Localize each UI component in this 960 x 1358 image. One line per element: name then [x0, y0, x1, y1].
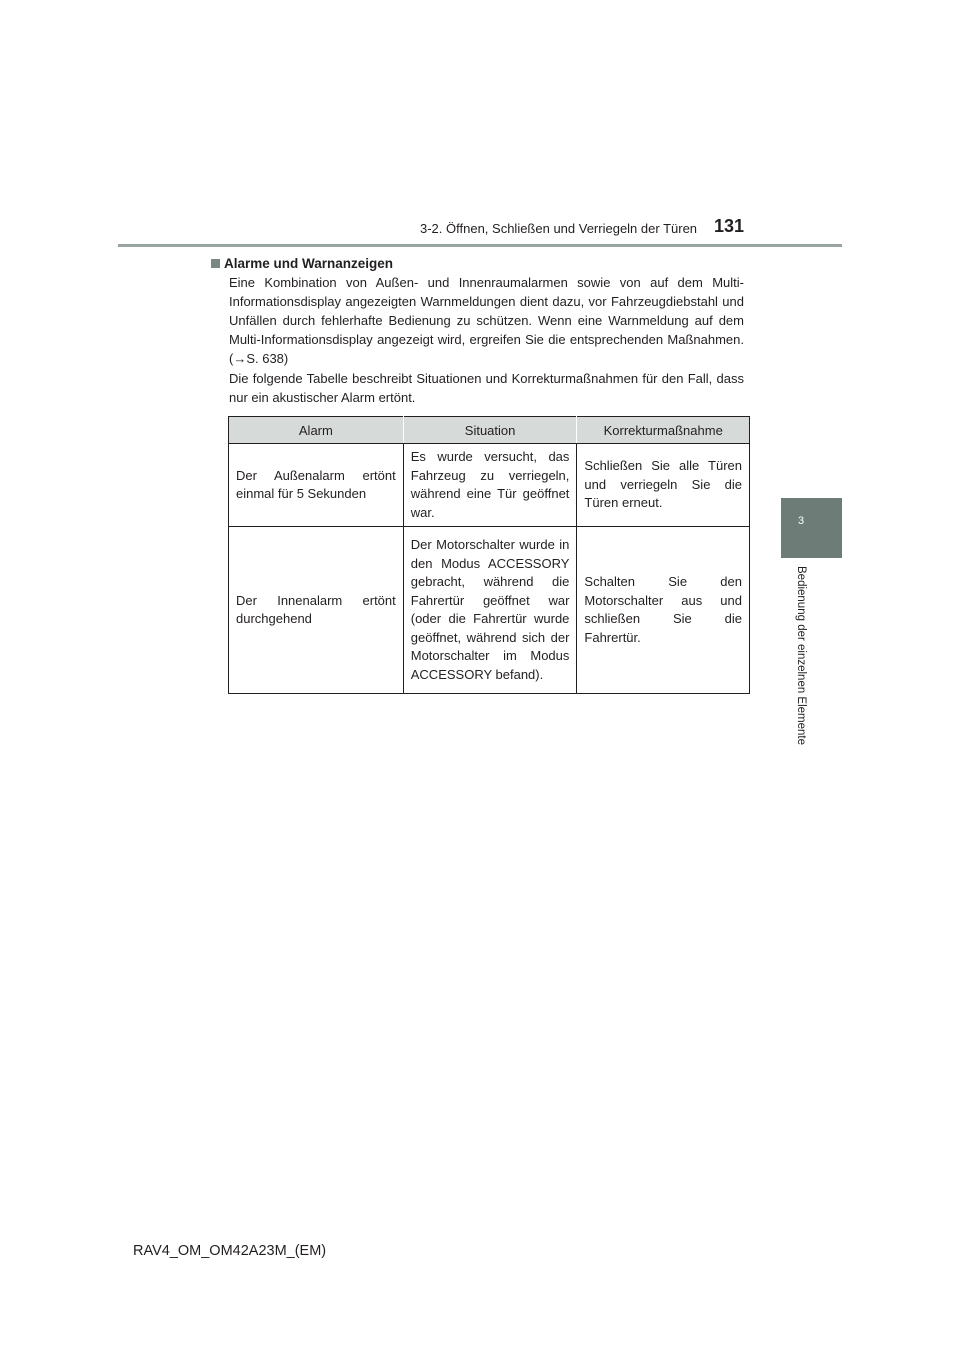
section-heading-text: Alarme und Warnanzeigen	[224, 256, 394, 271]
table-cell-alarm: Der Innenalarm ertönt durchgehend	[229, 527, 404, 694]
section-heading	[211, 256, 393, 271]
chapter-tab	[781, 498, 842, 558]
chapter-label: Bedienung der einzelnen Elemente	[795, 566, 807, 746]
table-row	[229, 527, 750, 694]
intro-paragraph: Eine Kombination von Außen- und Innenraumalarmen sowie von auf dem Multi-Informationsdisplay angezeigten Warnmeldungen dient dazu, vor Fahrzeugdiebstahl und Unfällen durch fehlerhafte Bedienung zu schützen. Wenn eine Warnmeldung auf dem Multi-Informationsdisplay angezeigt wird, ergreifen Sie die entsprechenden Maßnahmen. (→S. 638)	[229, 275, 744, 366]
header-title: 3-2. Öffnen, Schließen und Verriegeln der Türen	[420, 221, 698, 236]
column-header-alarm: Alarm	[229, 417, 404, 444]
header-divider	[118, 244, 842, 247]
table-cell-correction: Schalten Sie den Motorschalter aus und schließen Sie die Fahrertür.	[577, 527, 750, 694]
table-cell-alarm: Der Außenalarm ertönt einmal für 5 Sekunden	[229, 444, 404, 527]
table-cell-situation: Es wurde versucht, das Fahrzeug zu verriegeln, während eine Tür geöffnet war.	[403, 444, 577, 527]
page-number: 131	[714, 216, 745, 236]
column-header-correction: Korrekturmaßnahme	[577, 417, 750, 444]
square-bullet-icon	[211, 259, 220, 268]
table-intro-paragraph: Die folgende Tabelle beschreibt Situationen und Korrekturmaßnahmen für den Fall, dass nur ein akustischer Alarm ertönt.	[229, 371, 744, 405]
footer-doc-code: RAV4_OM_OM42A23M_(EM)	[133, 1243, 327, 1259]
column-header-situation: Situation	[403, 417, 577, 444]
alarm-table	[228, 416, 750, 694]
table-row	[229, 444, 750, 527]
chapter-number: 3	[797, 515, 805, 527]
table-header-row	[229, 417, 750, 444]
table-cell-correction: Schließen Sie alle Türen und verriegeln Sie die Türen erneut.	[577, 444, 750, 527]
table-cell-situation: Der Motorschalter wurde in den Modus ACCESSORY gebracht, während die Fahrertür geöffnet war (oder die Fahrertür wurde geöffnet, während sich der Motorschalter im Modus ACCESSORY befand).	[403, 527, 577, 694]
